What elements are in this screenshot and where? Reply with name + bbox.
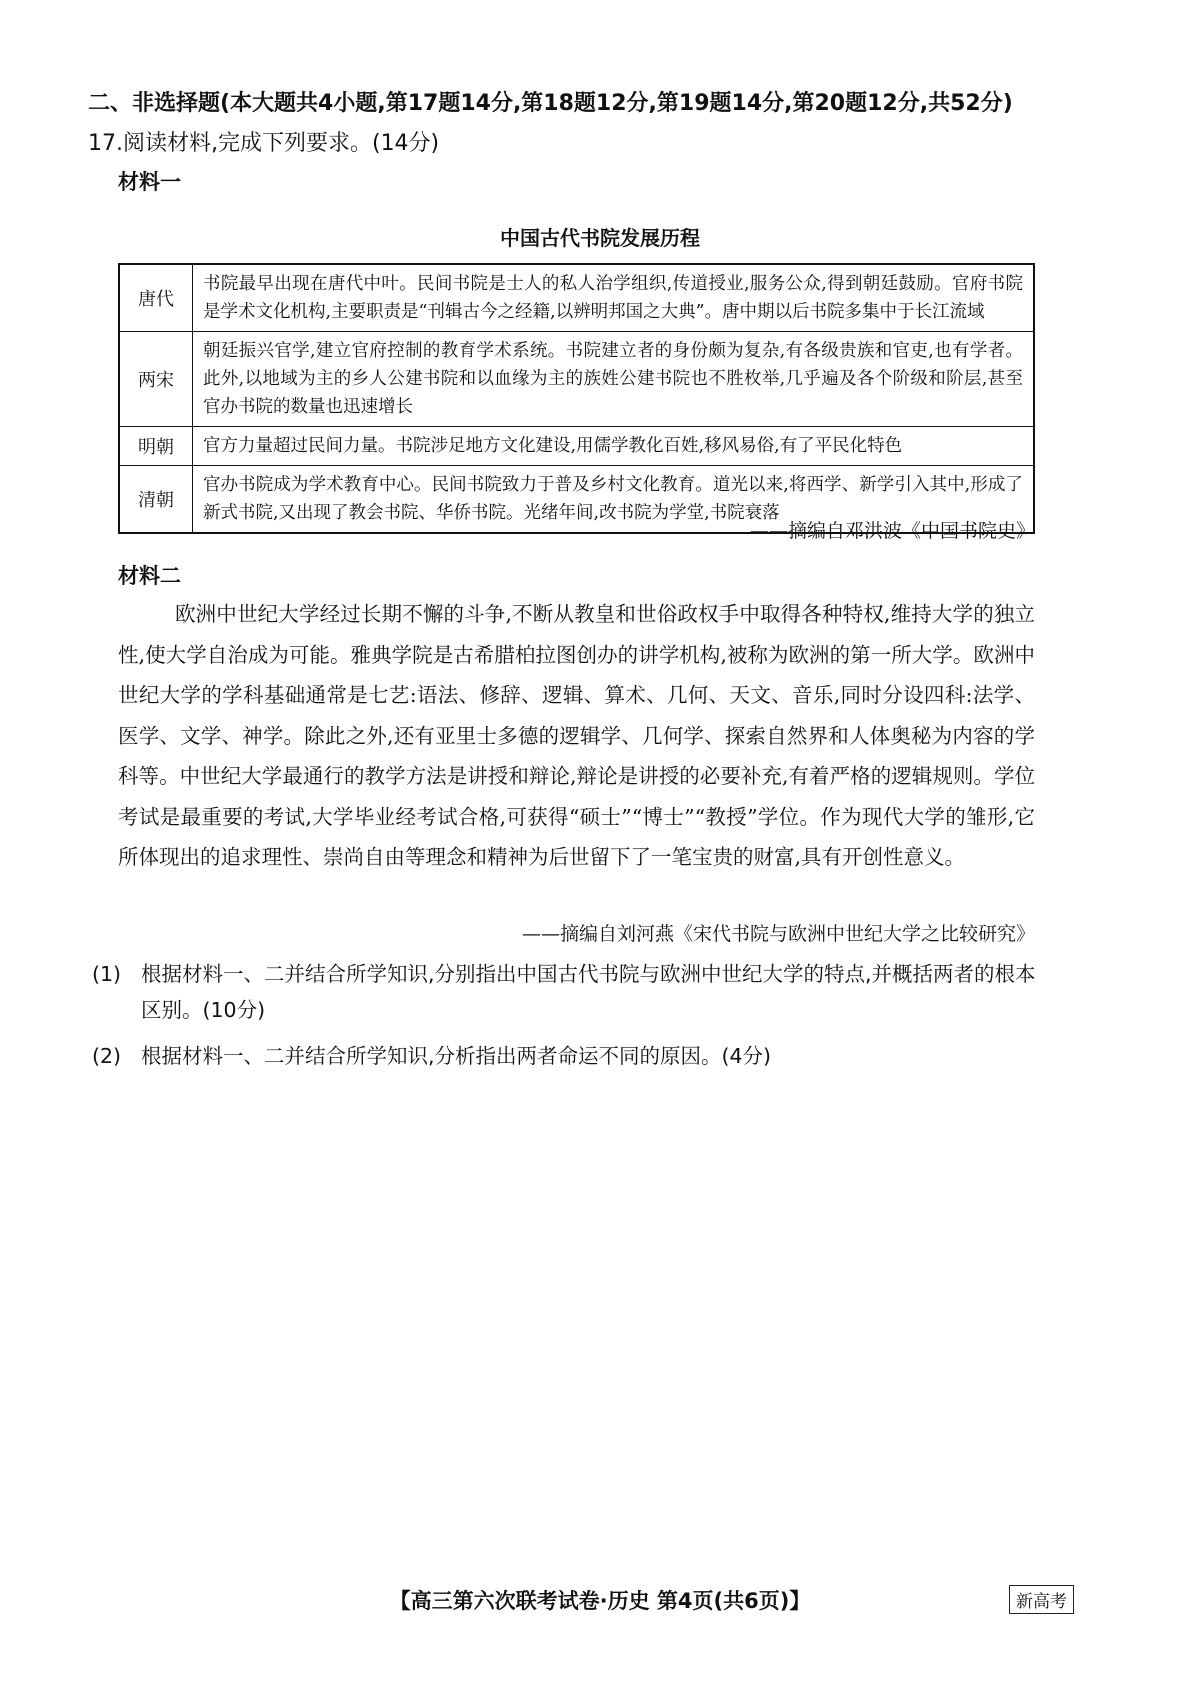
sub-question-text: 根据材料一、二并结合所学知识,分别指出中国古代书院与欧洲中世纪大学的特点,并概括两者的根本区别。(10分) xyxy=(141,962,1036,1022)
table-caption: 中国古代书院发展历程 xyxy=(500,226,700,250)
desc-cell: 书院最早出现在唐代中叶。民间书院是士人的私人治学组织,传道授业,服务公众,得到朝廷鼓励。官府书院是学术文化机构,主要职责是“刊辑古今之经籍,以辨明邦国之大典”。唐中期以后书院多集中于长江流域 xyxy=(193,264,1035,332)
question-title: 17.阅读材料,完成下列要求。(14分) xyxy=(88,131,440,156)
material2-source: ——摘编自刘河燕《宋代书院与欧洲中世纪大学之比较研究》 xyxy=(521,923,1035,945)
desc-cell: 官方力量超过民间力量。书院涉足地方文化建设,用儒学教化百姓,移风易俗,有了平民化特色 xyxy=(193,427,1035,466)
sub-question-number: (2) xyxy=(92,1044,122,1068)
era-cell: 清朝 xyxy=(119,466,193,534)
exam-stamp: 新高考 xyxy=(1009,1585,1074,1614)
history-table xyxy=(118,263,1035,534)
sub-question-number: (1) xyxy=(92,962,122,986)
era-cell: 唐代 xyxy=(119,264,193,332)
table-row xyxy=(119,264,1034,332)
material1-label: 材料一 xyxy=(118,170,181,194)
desc-cell: 朝廷振兴官学,建立官府控制的教育学术系统。书院建立者的身份颇为复杂,有各级贵族和官吏,也有学者。此外,以地域为主的乡人公建书院和以血缘为主的族姓公建书院也不胜枚举,几乎遍及各个阶级和阶层,甚至官办书院的数量也迅速增长 xyxy=(193,332,1035,427)
table-row xyxy=(119,332,1034,427)
sub-question-text: 根据材料一、二并结合所学知识,分析指出两者命运不同的原因。(4分) xyxy=(141,1044,772,1068)
sub-question-2 xyxy=(92,1038,1042,1074)
material2-label: 材料二 xyxy=(118,564,181,588)
sub-question-1 xyxy=(92,956,1042,1028)
era-cell: 两宋 xyxy=(119,332,193,427)
desc-cell: 官办书院成为学术教育中心。民间书院致力于普及乡村文化教育。道光以来,将西学、新学引入其中,形成了新式书院,又出现了教会书院、华侨书院。光绪年间,改书院为学堂,书院衰落 xyxy=(193,466,1035,534)
material2-text: 欧洲中世纪大学经过长期不懈的斗争,不断从教皇和世俗政权手中取得各种特权,维持大学的独立性,使大学自治成为可能。雅典学院是古希腊柏拉图创办的讲学机构,被称为欧洲的第一所大学。欧洲中世纪大学的学科基础通常是七艺:语法、修辞、逻辑、算术、几何、天文、音乐,同时分设四科:法学、医学、文学、神学。除此之外,还有亚里士多德的逻辑学、几何学、探索自然界和人体奥秘为内容的学科等。中世纪大学最通行的教学方法是讲授和辩论,辩论是讲授的必要补充,有着严格的逻辑规则。学位考试是最重要的考试,大学毕业经考试合格,可获得“硕士”“博士”“教授”学位。作为现代大学的雏形,它所体现出的追求理性、崇尚自由等理念和精神为后世留下了一笔宝贵的财富,具有开创性意义。 xyxy=(118,602,1035,869)
era-cell: 明朝 xyxy=(119,427,193,466)
section-title: 二、非选择题(本大题共4小题,第17题14分,第18题12分,第19题14分,第20题12分,共52分) xyxy=(88,91,1013,116)
page-footer: 【高三第六次联考试卷·历史 第4页(共6页)】 xyxy=(389,1589,811,1613)
material1-source: ——摘编自邓洪波《中国书院史》 xyxy=(749,520,1035,542)
table-row xyxy=(119,427,1034,466)
